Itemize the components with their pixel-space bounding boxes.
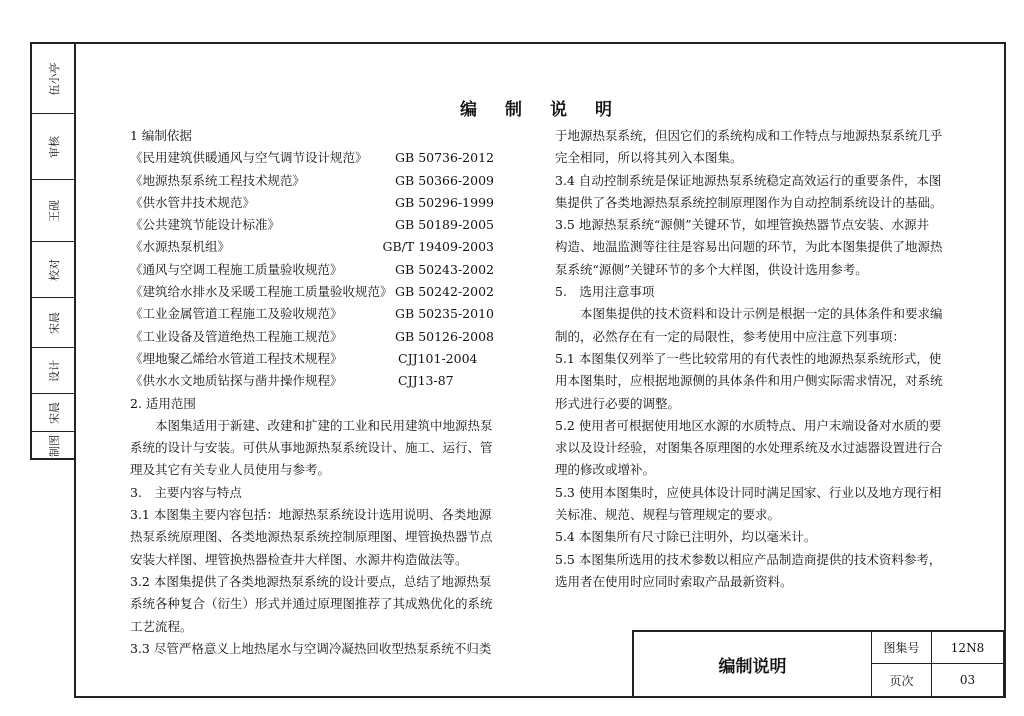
paragraph-line: 理及其它有关专业人员使用与参考。 — [130, 462, 331, 478]
standard-code: CJJ101-2004 — [398, 350, 478, 366]
standard-name: 《工业设备及管道绝热工程施工规范》 — [130, 328, 343, 344]
standard-name: 《地源热泵系统工程技术规范》 — [130, 172, 306, 188]
paragraph-line: 3.1 本图集主要内容包括：地源热泵系统设计选用说明、各类地源 — [130, 507, 492, 523]
signature-row — [32, 44, 74, 114]
paragraph-line: 求以及设计经验，对图集各原理图的水处理系统及水过滤器设置进行合 — [555, 440, 943, 456]
signature-row — [32, 432, 74, 460]
page-label: 页次 — [872, 664, 932, 696]
paragraph-line: 5.3 使用本图集时，应使具体设计同时满足国家、行业以及地方现行相 — [555, 484, 942, 500]
paragraph-line: 关标准、规范、规程与管理规定的要求。 — [555, 507, 781, 523]
paragraph-line: 制的，必然存在有一定的局限性，参考使用中应注意下列事项： — [555, 328, 906, 344]
standard-code: GB/T 19409-2003 — [382, 239, 494, 255]
paragraph-line: 形式进行必要的调整。 — [555, 395, 681, 411]
section-heading: 2. 适用范围 — [130, 395, 196, 411]
standard-code: GB 50126-2008 — [395, 328, 494, 344]
paragraph-line: 5.5 本图集所选用的技术参数以相应产品制造商提供的技术资料参考， — [555, 551, 942, 567]
paragraph-line: 5.4 本图集所有尺寸除已注明外，均以毫米计。 — [555, 529, 817, 545]
standard-name: 《埋地聚乙烯给水管道工程技术规程》 — [130, 350, 343, 366]
paragraph-line: 理的修改或增补。 — [555, 462, 656, 478]
standard-name: 《建筑给水排水及采暖工程施工质量验收规范》 — [130, 284, 393, 300]
paragraph-line: 安装大样图、埋管换热器检查井大样图、水源井构造做法等。 — [130, 551, 468, 567]
paragraph-line: 3.5 地源热泵系统“源侧”关键环节，如埋管换热器节点安装、水源井 — [555, 217, 930, 233]
signature-label: 设计 — [48, 359, 61, 382]
standard-row — [130, 259, 494, 281]
signature-row — [32, 298, 74, 348]
standard-code: GB 50235-2010 — [395, 306, 494, 322]
paragraph-line: 5.2 使用者可根据使用地区水源的水质特点、用户末端设备对水质的要 — [555, 417, 942, 433]
paragraph-line: 构造、地温监测等往往是容易出问题的环节，为此本图集提供了地源热 — [555, 239, 943, 255]
paragraph-line: 3.4 自动控制系统是保证地源热泵系统稳定高效运行的重要条件，本图 — [555, 172, 942, 188]
standard-code: GB 50243-2002 — [395, 261, 494, 277]
signature-label: 宋晨 — [48, 311, 61, 334]
standard-code: GB 50736-2012 — [395, 150, 494, 166]
signature-label: 制图 — [48, 435, 61, 457]
standard-code: GB 50189-2005 — [395, 217, 494, 233]
signature-row — [32, 348, 74, 394]
signature-row — [32, 180, 74, 242]
standard-name: 《供水水文地质钻探与凿井操作规程》 — [130, 373, 343, 389]
paragraph-line: 3.3 尽管严格意义上地热尾水与空调冷凝热回收型热泵系统不归类 — [130, 640, 492, 656]
standard-name: 《水源热泵机组》 — [130, 239, 231, 255]
standards-list — [130, 147, 494, 392]
standard-row — [130, 192, 494, 214]
page-number: 03 — [932, 664, 1004, 696]
standard-name: 《工业金属管道工程施工及验收规范》 — [130, 306, 343, 322]
section-heading: 1 编制依据 — [130, 128, 192, 143]
drawing-name: 编制说明 — [634, 632, 872, 696]
paragraph-line: 完全相同，所以将其列入本图集。 — [555, 150, 743, 166]
page-title: 编制说明 — [460, 100, 640, 120]
signature-row — [32, 242, 74, 298]
atlas-number-value: 12N8 — [932, 632, 1004, 664]
standard-name: 《民用建筑供暖通风与空气调节设计规范》 — [130, 150, 368, 166]
signature-label: 审核 — [48, 135, 61, 158]
standard-name: 《通风与空调工程施工质量验收规范》 — [130, 261, 343, 277]
standard-row — [130, 326, 494, 348]
standard-row — [130, 236, 494, 258]
standard-name: 《公共建筑节能设计标准》 — [130, 217, 281, 233]
paragraph-line: 系统各种复合（衍生）形式并通过原理图推荐了其成熟优化的系统 — [130, 596, 493, 612]
paragraph-line: 用本图集时，应根据地源侧的具体条件和用户侧实际需求情况，对系统 — [555, 373, 943, 389]
signature-label: 伍小亭 — [48, 62, 61, 95]
signature-label: 王砚 — [48, 199, 61, 222]
section-heading: 3. 主要内容与特点 — [130, 484, 242, 500]
standard-code: GB 50366-2009 — [395, 172, 494, 188]
paragraph-line: 热泵系统原理图、各类地源热泵系统控制原理图、埋管换热器节点 — [130, 529, 493, 545]
standard-code: GB 50242-2002 — [395, 284, 494, 300]
standard-code: CJJ13-87 — [398, 373, 454, 389]
left-column — [130, 125, 494, 660]
standard-row — [130, 348, 494, 370]
paragraph-line: 于地源热泵系统，但因它们的系统构成和工作特点与地源热泵系统几乎 — [555, 128, 943, 143]
standard-row — [130, 281, 494, 303]
paragraph-line: 工艺流程。 — [130, 618, 193, 634]
standard-code: GB 50296-1999 — [395, 194, 494, 210]
paragraph-line: 选用者在使用时应同时索取产品最新资料。 — [555, 573, 793, 589]
paragraph-line: 本图集适用于新建、改建和扩建的工业和民用建筑中地源热泵 — [130, 417, 493, 433]
paragraph-line: 5.1 本图集仅列举了一些比较常用的有代表性的地源热泵系统形式，使 — [555, 350, 942, 366]
paragraph-line: 3.2 本图集提供了各类地源热泵系统的设计要点，总结了地源热泵 — [130, 573, 492, 589]
section-heading: 5. 选用注意事项 — [555, 284, 655, 300]
atlas-number-label: 图集号 — [872, 632, 932, 664]
standard-row — [130, 214, 494, 236]
signature-label: 宋晨 — [48, 401, 61, 424]
paragraph-line: 集提供了各类地源热泵系统控制原理图作为自动控制系统设计的基础。 — [555, 194, 943, 210]
right-column — [555, 125, 947, 593]
paragraph-line: 本图集提供的技术资料和设计示例是根据一定的具体条件和要求编 — [555, 306, 943, 322]
paragraph-line: 泵系统“源侧”关键环节的多个大样图，供设计选用参考。 — [555, 261, 868, 277]
standard-row — [130, 147, 494, 169]
title-block — [632, 630, 1004, 696]
signature-row — [32, 114, 74, 180]
standard-row — [130, 170, 494, 192]
signature-label: 校对 — [48, 258, 61, 281]
standard-name: 《供水管井技术规范》 — [130, 194, 256, 210]
standard-row — [130, 303, 494, 325]
paragraph-line: 系统的设计与安装。可供从事地源热泵系统设计、施工、运行、管 — [130, 440, 493, 456]
signature-panel — [30, 42, 74, 460]
standard-row — [130, 370, 494, 392]
